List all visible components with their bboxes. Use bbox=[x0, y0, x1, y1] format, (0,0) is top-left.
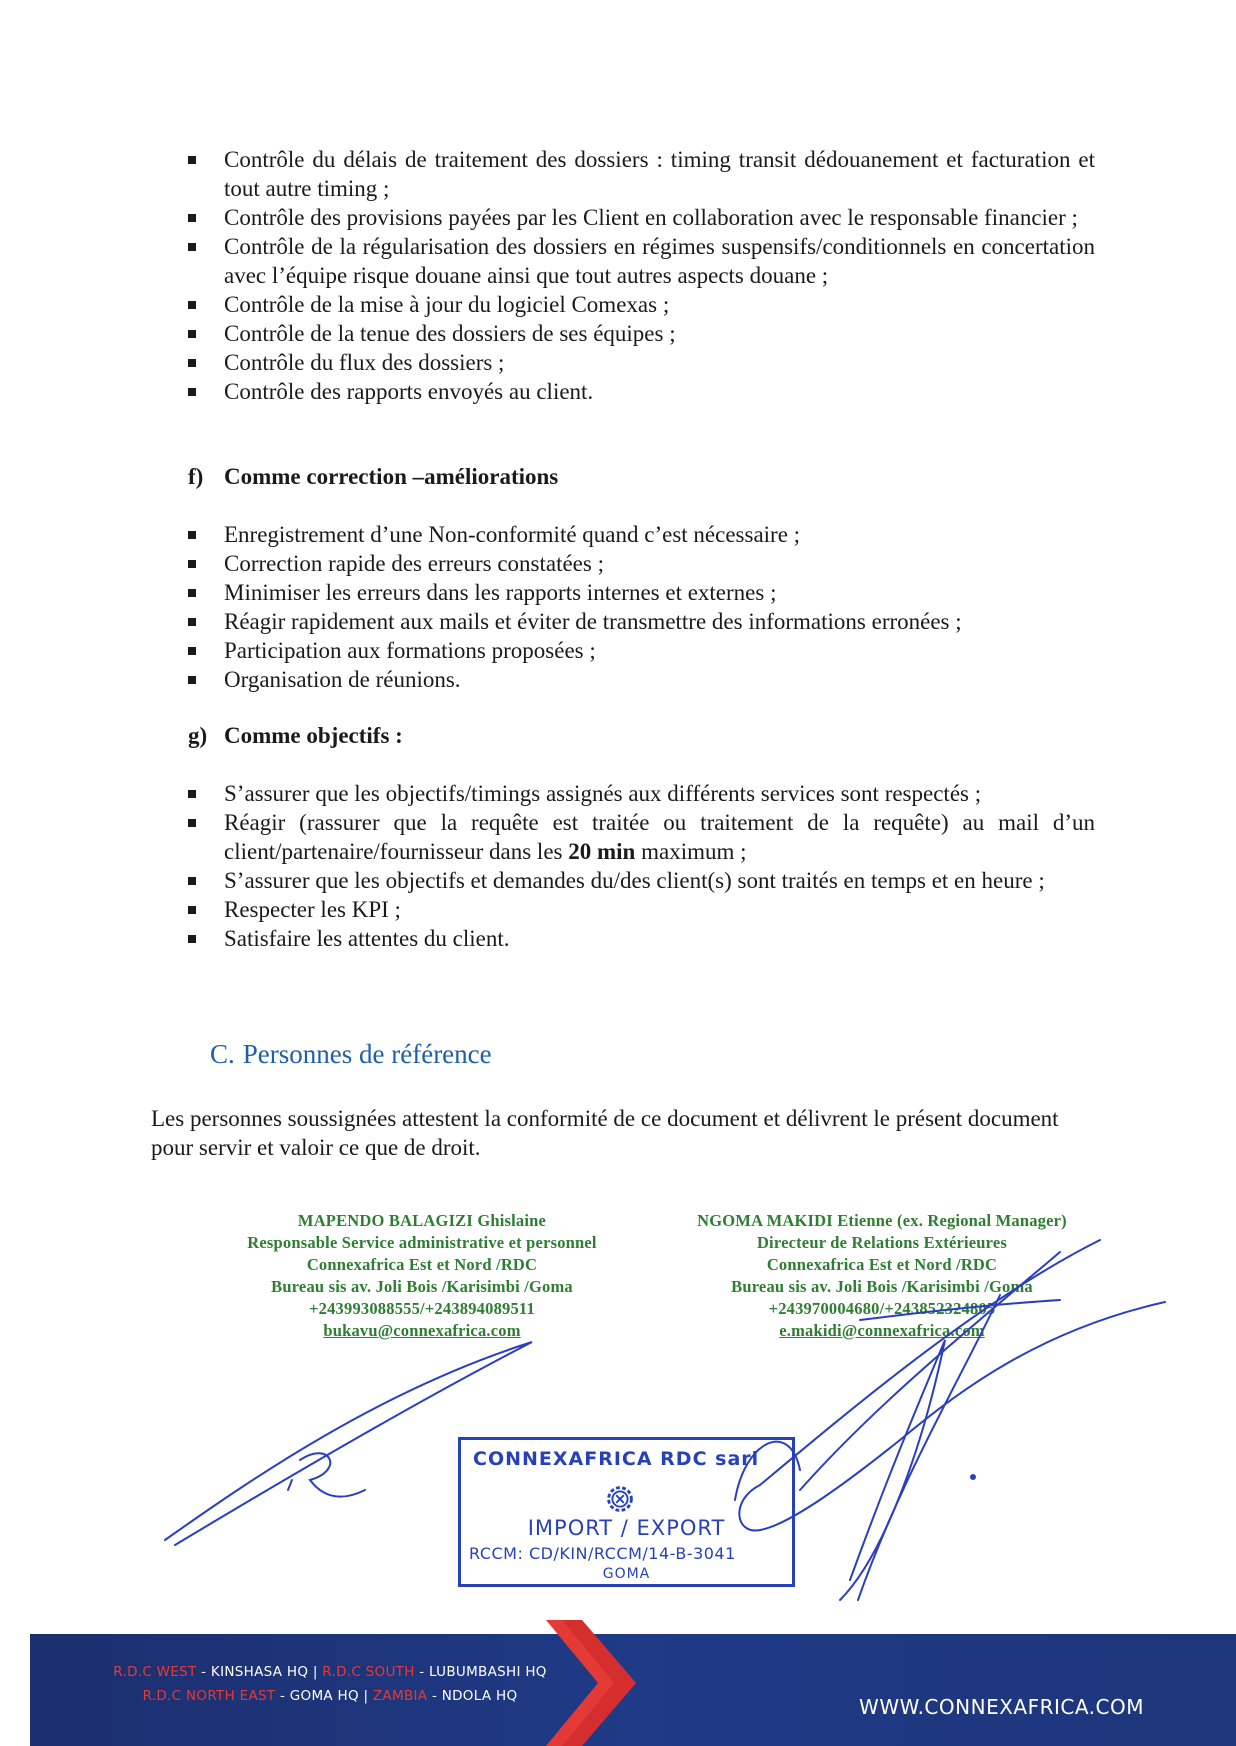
signatory-right bbox=[672, 1210, 1092, 1342]
list-item: Contrôle du délais de traitement des dossiers : timing transit dédouanement et facturation et tout autre timing ; bbox=[188, 145, 1095, 203]
signatory-phone: +243993088555/+243894089511 bbox=[309, 1299, 535, 1318]
list-item: Enregistrement d’une Non-conformité quand c’est nécessaire ; bbox=[188, 520, 1095, 549]
footer-website-link[interactable]: WWW.CONNEXAFRICA.COM bbox=[859, 1695, 1144, 1719]
bullet-icon bbox=[188, 790, 196, 798]
list-item: Contrôle des rapports envoyés au client. bbox=[188, 377, 1095, 406]
list-item: Contrôle de la mise à jour du logiciel Comexas ; bbox=[188, 290, 1095, 319]
signatory-address: Bureau sis av. Joli Bois /Karisimbi /Goma bbox=[271, 1277, 573, 1296]
list-item: Contrôle du flux des dossiers ; bbox=[188, 348, 1095, 377]
list-item: Réagir rapidement aux mails et éviter de transmettre des informations erronées ; bbox=[188, 607, 1095, 636]
reference-heading bbox=[210, 1037, 492, 1071]
company-stamp bbox=[458, 1437, 795, 1587]
section-title: Comme objectifs : bbox=[224, 723, 403, 748]
stamp-company: CONNEXAFRICA RDC sarl bbox=[473, 1448, 760, 1470]
signatory-left bbox=[222, 1210, 622, 1342]
list-item: S’assurer que les objectifs/timings assignés aux différents services sont respectés ; bbox=[188, 779, 1095, 808]
bullet-icon bbox=[188, 560, 196, 568]
bullet-icon bbox=[188, 359, 196, 367]
signatory-email-link[interactable]: e.makidi@connexafrica.com bbox=[779, 1321, 985, 1340]
attestation-paragraph: Les personnes soussignées attestent la conformité de ce document et délivrent le présent document pour servir et valoir ce que de droit. bbox=[151, 1106, 1059, 1160]
gear-logo-icon bbox=[601, 1480, 639, 1518]
list-item: Réagir (rassurer que la requête est traitée ou traitement de la requête) au mail d’un client/partenaire/fournisseur dans les 20 min maximum ; bbox=[188, 808, 1095, 866]
section-letter: C. bbox=[210, 1039, 235, 1069]
footer-office: - KINSHASA HQ | bbox=[196, 1664, 323, 1680]
bullet-icon bbox=[188, 877, 196, 885]
list-item: Contrôle des provisions payées par les Client en collaboration avec le responsable financier ; bbox=[188, 203, 1095, 232]
bullet-icon bbox=[188, 819, 196, 827]
list-item: Minimiser les erreurs dans les rapports internes et externes ; bbox=[188, 578, 1095, 607]
footer-office: - NDOLA HQ bbox=[427, 1688, 518, 1704]
chevron-right-icon bbox=[540, 1620, 640, 1746]
list-item: Correction rapide des erreurs constatées ; bbox=[188, 549, 1095, 578]
list-item: Satisfaire les attentes du client. bbox=[188, 924, 1095, 953]
section-letter: g) bbox=[188, 723, 208, 748]
signatory-email-link[interactable]: bukavu@connexafrica.com bbox=[323, 1321, 521, 1340]
bullet-icon bbox=[188, 647, 196, 655]
section-title: Comme correction –améliorations bbox=[224, 464, 559, 489]
signatory-company: Connexafrica Est et Nord /RDC bbox=[306, 1255, 538, 1274]
section-g-heading bbox=[188, 721, 403, 750]
signatory-role: Responsable Service administrative et personnel bbox=[247, 1233, 597, 1252]
bullet-icon bbox=[188, 330, 196, 338]
corrections-list bbox=[188, 520, 1095, 694]
list-item: Participation aux formations proposées ; bbox=[188, 636, 1095, 665]
section-letter: f) bbox=[188, 464, 204, 489]
footer-region: R.D.C WEST bbox=[113, 1664, 197, 1680]
signatory-role: Directeur de Relations Extérieures bbox=[756, 1233, 1008, 1252]
objectives-list bbox=[188, 779, 1095, 953]
control-list bbox=[188, 145, 1095, 406]
signatory-company: Connexafrica Est et Nord /RDC bbox=[766, 1255, 998, 1274]
stamp-rccm: RCCM: CD/KIN/RCCM/14-B-3041 bbox=[469, 1544, 736, 1563]
stamp-activity: IMPORT / EXPORT bbox=[527, 1516, 726, 1540]
footer-region: R.D.C SOUTH bbox=[322, 1664, 415, 1680]
bullet-icon bbox=[188, 301, 196, 309]
bullet-icon bbox=[188, 388, 196, 396]
section-f-heading bbox=[188, 462, 558, 491]
footer-region: R.D.C NORTH EAST bbox=[142, 1688, 276, 1704]
list-item: Respecter les KPI ; bbox=[188, 895, 1095, 924]
list-item: Organisation de réunions. bbox=[188, 665, 1095, 694]
bullet-icon bbox=[188, 531, 196, 539]
bullet-icon bbox=[188, 243, 196, 251]
time-limit-emphasis: 20 min bbox=[568, 839, 636, 864]
list-item: Contrôle de la tenue des dossiers de ses équipes ; bbox=[188, 319, 1095, 348]
signatory-address: Bureau sis av. Joli Bois /Karisimbi /Goma bbox=[731, 1277, 1033, 1296]
stamp-city: GOMA bbox=[602, 1566, 651, 1582]
footer-office: - LUBUMBASHI HQ bbox=[414, 1664, 547, 1680]
bullet-icon bbox=[188, 618, 196, 626]
signatory-name: MAPENDO BALAGIZI Ghislaine bbox=[297, 1211, 547, 1230]
footer-region: ZAMBIA bbox=[372, 1688, 428, 1704]
list-item: Contrôle de la régularisation des dossiers en régimes suspensifs/conditionnels en concertation avec l’équipe risque douane ainsi que tout autres aspects douane ; bbox=[188, 232, 1095, 290]
bullet-icon bbox=[188, 156, 196, 164]
bullet-icon bbox=[188, 935, 196, 943]
bullet-icon bbox=[188, 676, 196, 684]
signatory-name: NGOMA MAKIDI Etienne (ex. Regional Manager) bbox=[697, 1211, 1067, 1230]
footer-office: - GOMA HQ | bbox=[275, 1688, 373, 1704]
signatory-phone: +243970004680/+243852324805 bbox=[768, 1299, 996, 1318]
section-title: Personnes de référence bbox=[242, 1039, 492, 1069]
bullet-icon bbox=[188, 214, 196, 222]
list-item: S’assurer que les objectifs et demandes du/des client(s) sont traités en temps et en heure ; bbox=[188, 866, 1095, 895]
bullet-icon bbox=[188, 906, 196, 914]
bullet-icon bbox=[188, 589, 196, 597]
